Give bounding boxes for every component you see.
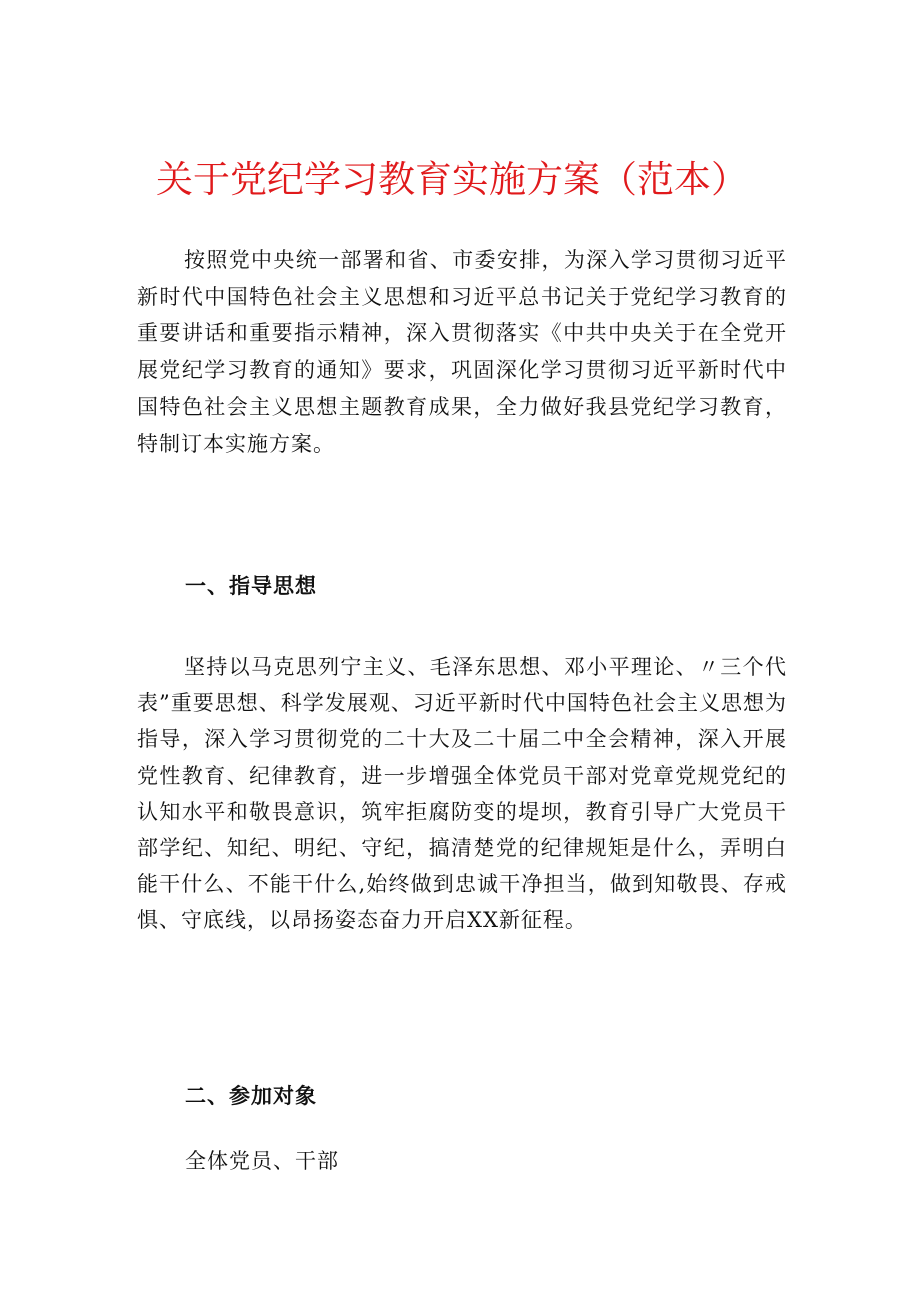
document-title: 关于党纪学习教育实施方案（范本）: [156, 158, 748, 201]
section-body-guiding-ideology: 坚持以马克思列宁主义、毛泽东思想、邓小平理论、〃三个代表”重要思想、科学发展观、习近平新时代中国特色社会主义思想为指导，深入学习贯彻党的二十大及二十届二中全会精神，深入开展党性教育、纪律教育，进一步增强全体党员干部对党章党规党纪的认知水平和敬畏意识，筑牢拒腐防变的堤坝，教育引导广大党员干部学纪、知纪、明纪、守纪，搞清楚党的纪律规矩是什么，弄明白能干什么、不能干什么,始终做到忠诚干净担当，做到知敬畏、存戒惧、守底线，以昂扬姿态奋力开启XX新征程。: [137, 655, 787, 933]
intro-paragraph: 按照党中央统一部署和省、市委安排，为深入学习贯彻习近平新时代中国特色社会主义思想和习近平总书记关于党纪学习教育的重要讲话和重要指示精神，深入贯彻落实《中共中央关于在全党开展党纪学习教育的通知》要求，巩固深化学习贯彻习近平新时代中国特色社会主义思想主题教育成果，全力做好我县党纪学习教育，特制订本实施方案。: [137, 248, 787, 456]
section-body-participants: 全体党员、干部: [185, 1149, 339, 1173]
section-heading-participants: 二、参加对象: [185, 1084, 317, 1108]
section-heading-guiding-ideology: 一、指导思想: [185, 574, 317, 598]
